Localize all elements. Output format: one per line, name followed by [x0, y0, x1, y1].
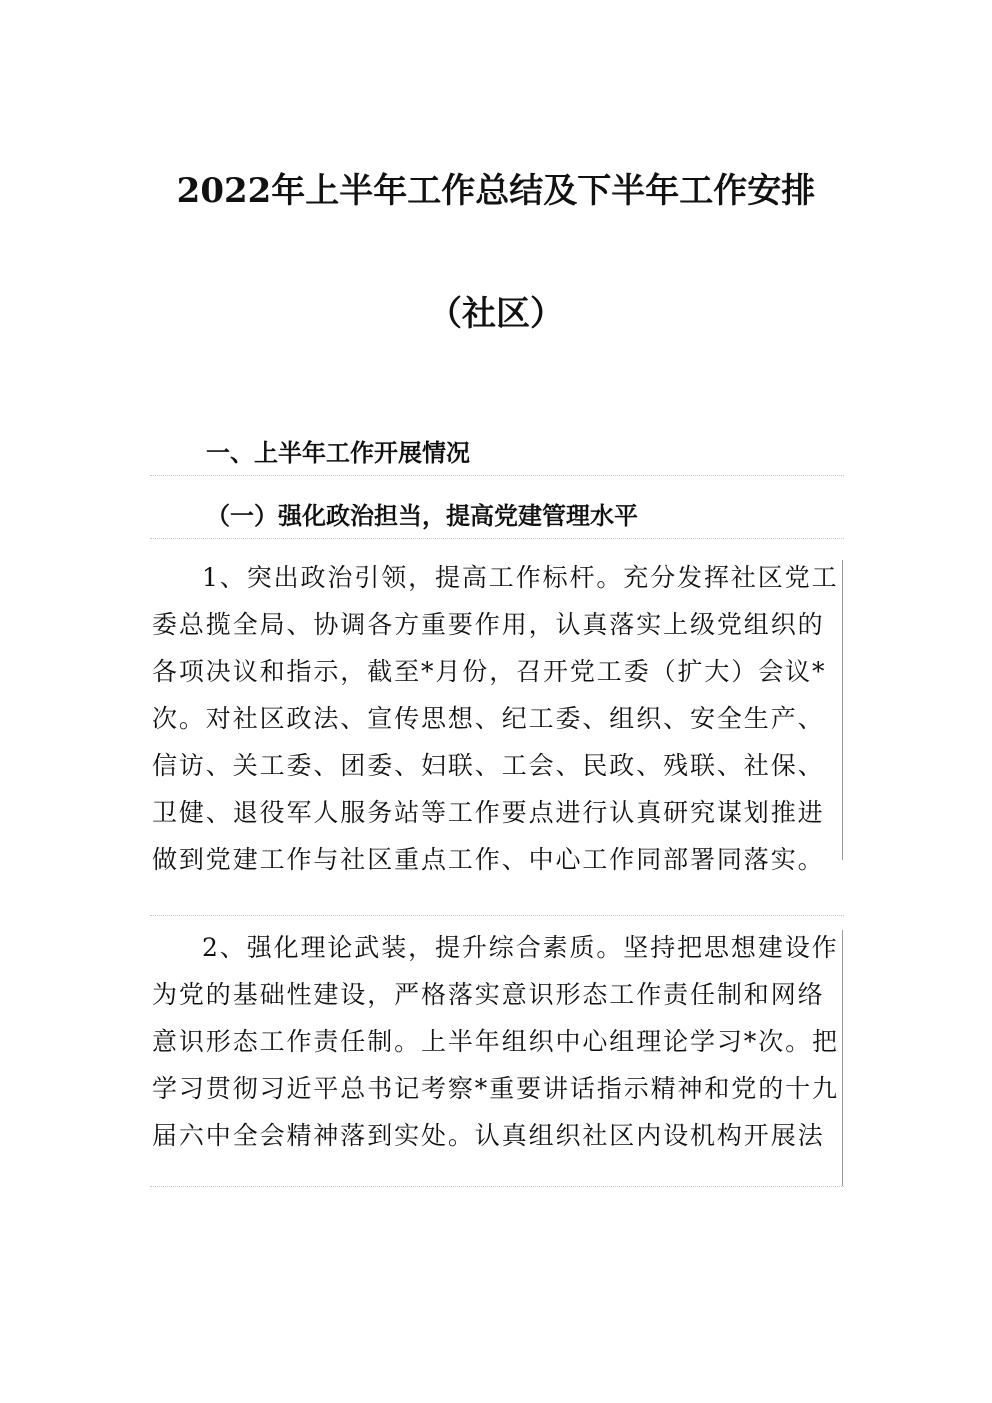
paragraph-2 — [152, 924, 842, 1159]
margin-bar — [842, 560, 843, 860]
paragraph-1 — [152, 554, 842, 883]
paragraph-line: 意识形态工作责任制。上半年组织中心组理论学习*次。把 — [152, 1027, 839, 1056]
paragraph-line: 信访、关工委、团委、妇联、工会、民政、残联、社保、 — [152, 751, 825, 780]
paragraph-line: 做到党建工作与社区重点工作、中心工作同部署同落实。 — [152, 845, 825, 874]
dotted-rule — [150, 538, 844, 539]
dotted-rule — [150, 1186, 844, 1187]
margin-bar — [842, 930, 843, 1186]
paragraph-line: 委总揽全局、协调各方重要作用，认真落实上级党组织的 — [152, 610, 825, 639]
dotted-rule — [150, 915, 844, 916]
paragraph-line: 次。对社区政法、宣传思想、纪工委、组织、安全生产、 — [152, 704, 825, 733]
paragraph-line: 卫健、退役军人服务站等工作要点进行认真研究谋划推进 — [152, 798, 825, 827]
paragraph-line: 届六中全会精神落到实处。认真组织社区内设机构开展法 — [152, 1121, 825, 1150]
subsection-heading: （一）强化政治担当，提高党建管理水平 — [206, 502, 638, 530]
dotted-rule — [150, 475, 844, 476]
paragraph-line: 1、突出政治引领，提高工作标杆。充分发挥社区党工 — [202, 563, 839, 592]
paragraph-line: 各项决议和指示，截至*月份，召开党工委（扩大）会议* — [152, 657, 827, 686]
section-heading: 一、上半年工作开展情况 — [206, 439, 470, 467]
paragraph-line: 学习贯彻习近平总书记考察*重要讲话指示精神和党的十九 — [152, 1074, 839, 1103]
document-title: 2022年上半年工作总结及下半年工作安排 — [176, 171, 816, 211]
paragraph-line: 2、强化理论武装，提升综合素质。坚持把思想建设作 — [202, 933, 839, 962]
paragraph-line: 为党的基础性建设，严格落实意识形态工作责任制和网络 — [152, 980, 825, 1009]
document-subtitle: （社区） — [428, 294, 564, 334]
